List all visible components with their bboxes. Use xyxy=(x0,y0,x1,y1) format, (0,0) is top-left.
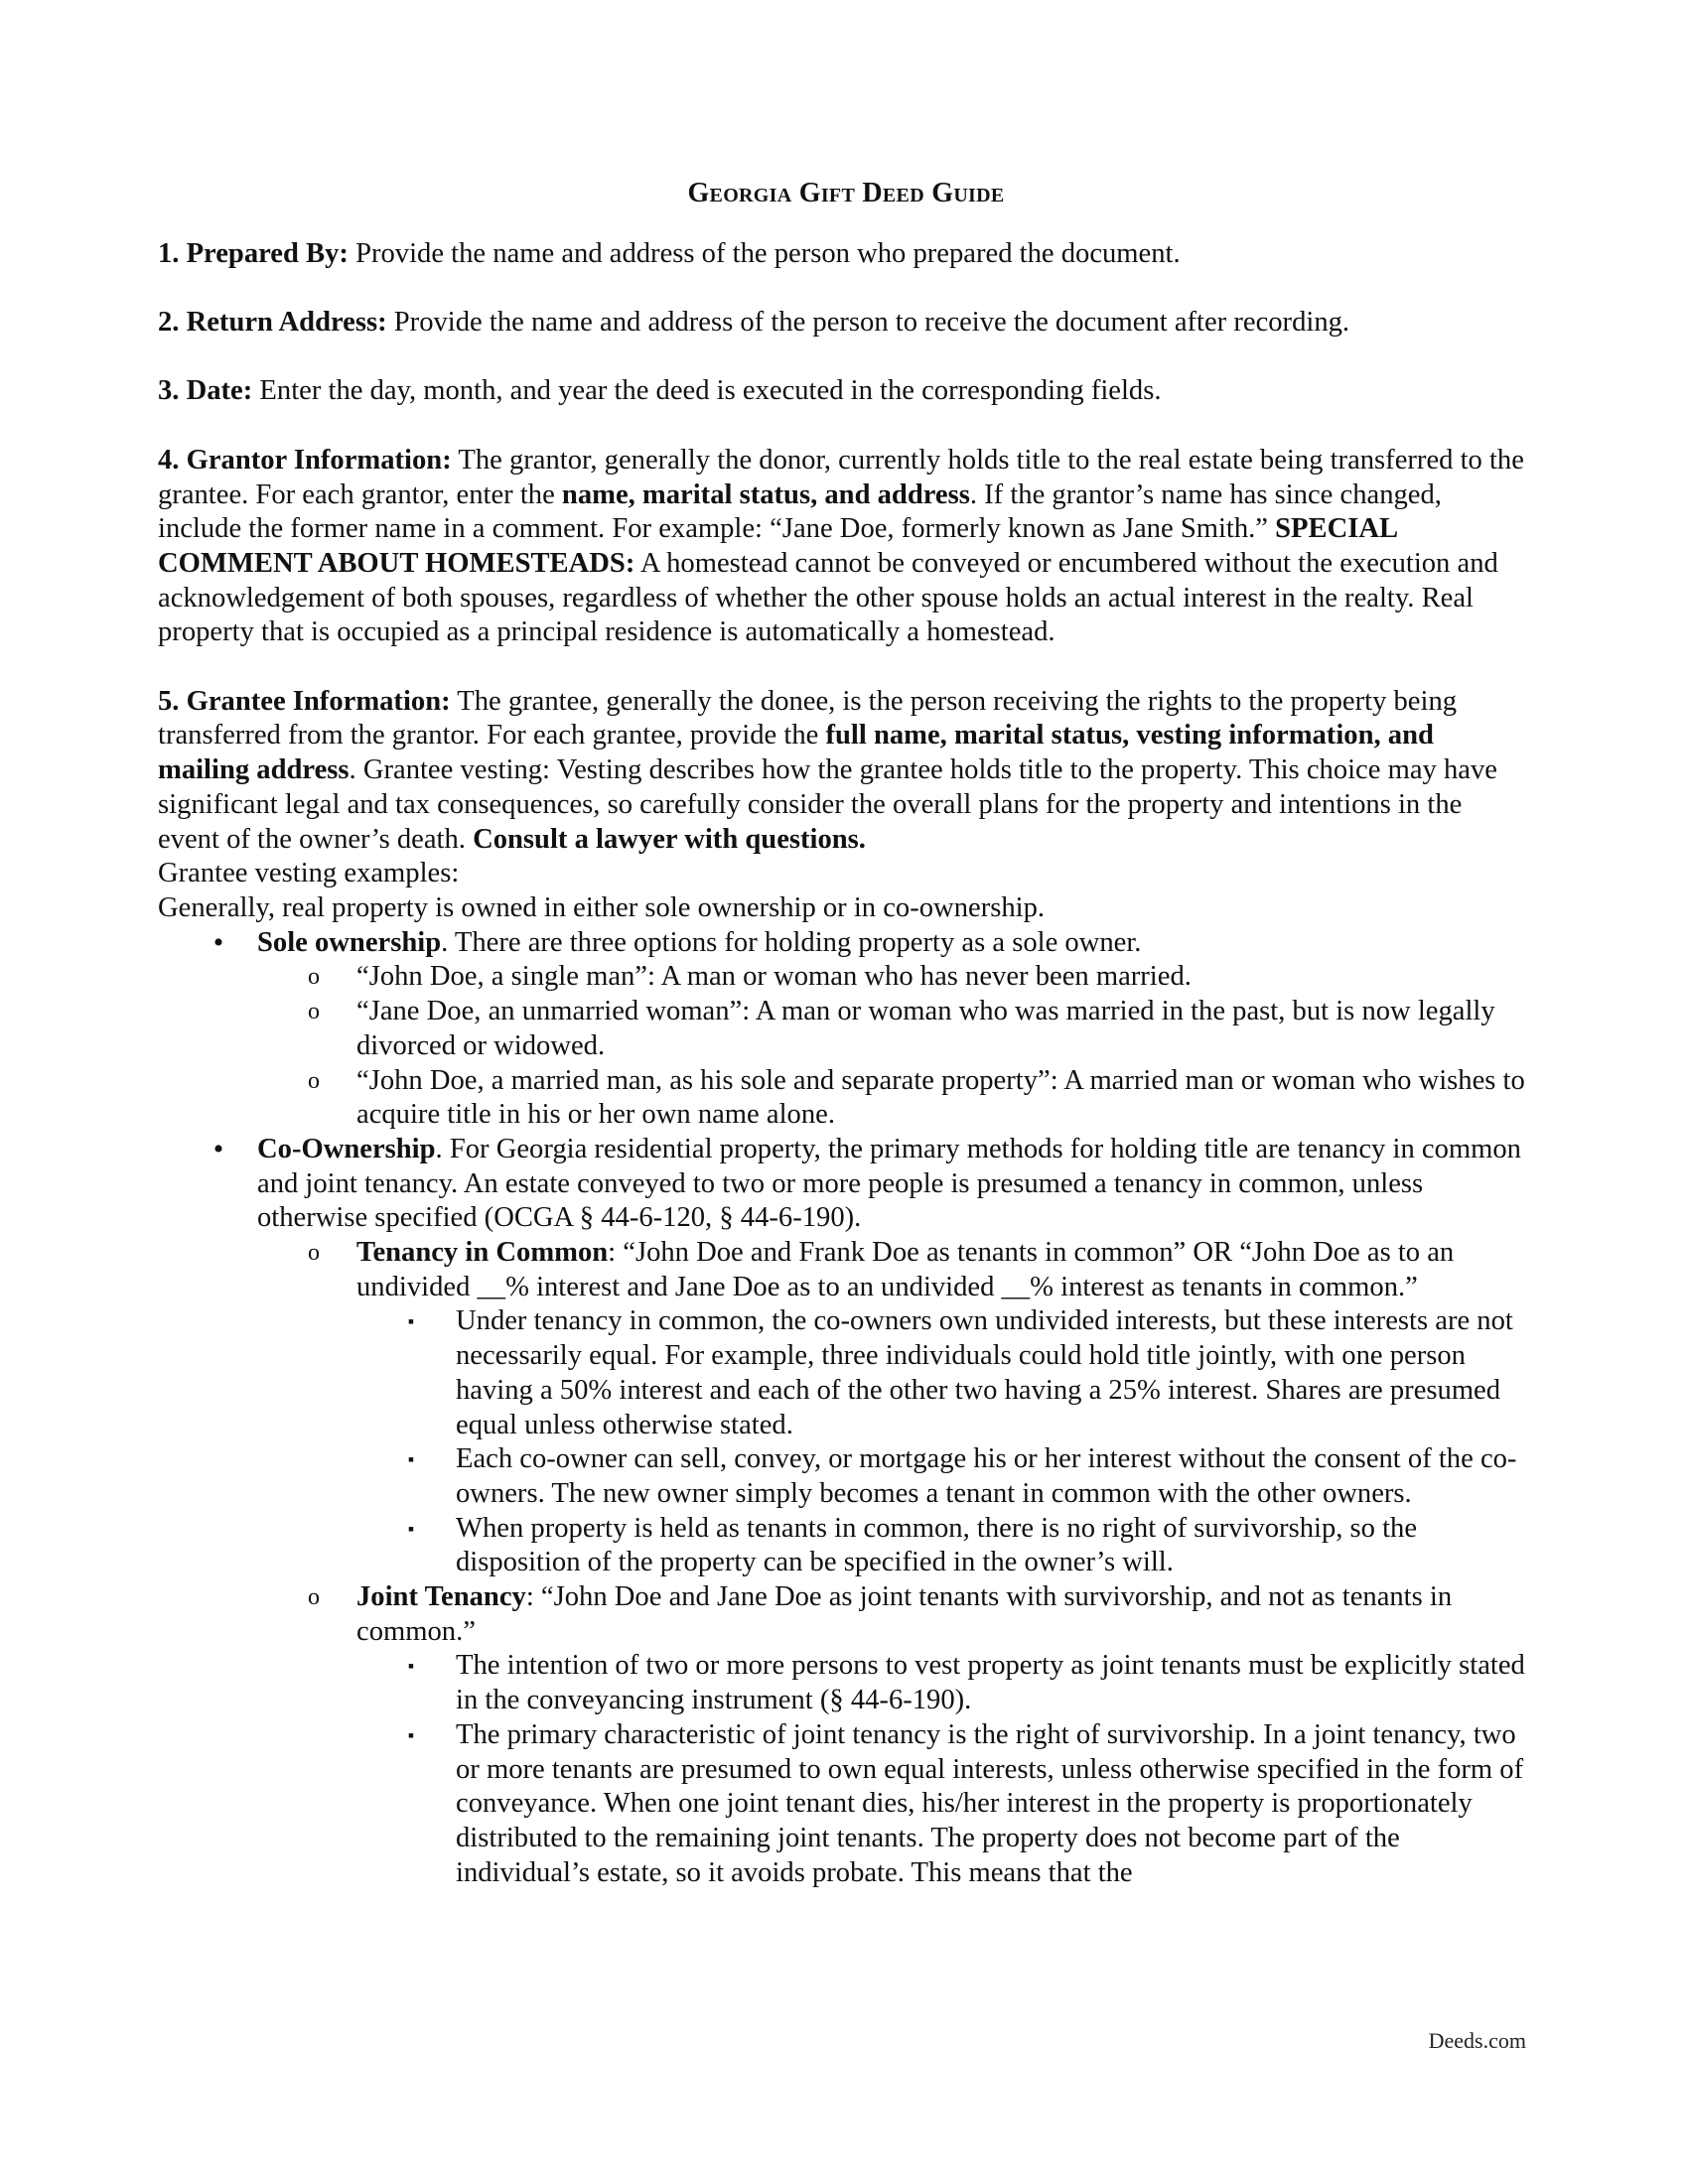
list-item-text: When property is held as tenants in common, there is no right of survivorship, so the disposition of the property can be specified in the owner’s will. xyxy=(456,1512,1418,1578)
circle-marker: o xyxy=(308,1240,320,1267)
bullet-marker: • xyxy=(212,925,224,959)
section-text: A homestead cannot be conveyed or encumbered without the execution and acknowledgement of both spouses, regardless of whether the other spouse holds an actual interest in the realty. Real property that is occupied as a principal residence is automatically a homestead. xyxy=(158,547,1498,648)
list-item-text: The primary characteristic of joint tenancy is the right of survivorship. In a joint tenancy, two or more tenants are presumed to own equal interests, unless otherwise specified in the form of conveyance. When one joint tenant dies, his/her interest in the property is proportionately distributed to the remaining joint tenants. The property does not become part of the individual’s estate, so it avoids probate. This means that the xyxy=(456,1718,1524,1888)
list-item-text: The intention of two or more persons to vest property as joint tenants must be explicitly stated in the conveyancing instrument (§ 44-6-190). xyxy=(456,1650,1525,1716)
circle-marker: o xyxy=(308,1584,320,1611)
list-item-text: “John Doe, a married man, as his sole and separate property”: A married man or woman who wishes to acquire title in his or her own name alone. xyxy=(356,1064,1525,1131)
section-text: . Grantee vesting: Vesting describes how the grantee holds title to the property. This choice may have significant legal and tax consequences, so carefully consider the overall plans for the property and intentions in the event of the owner’s death. xyxy=(158,754,1497,855)
list-item-tenancy-in-common xyxy=(158,1236,1528,1304)
page-title: Georgia Gift Deed Guide xyxy=(687,178,1005,208)
square-marker: ▪ xyxy=(407,1724,415,1745)
section-text: Provide the name and address of the person who prepared the document. xyxy=(348,237,1181,269)
section-label: 1. Prepared By: xyxy=(158,237,349,269)
list-item-text: “John Doe, a single man”: A man or woman who has never been married. xyxy=(356,961,1192,993)
footer-source: Deeds.com xyxy=(1428,2028,1526,2053)
list-item-married-man xyxy=(158,1064,1528,1133)
list-item-text: . For Georgia residential property, the primary methods for holding title are tenancy in common and joint tenancy. An estate conveyed to two or more people is presumed a tenancy in common, unless otherwise specified (OCGA § 44-6-120, § 44-6-190). xyxy=(257,1133,1521,1234)
list-item-text: : “John Doe and Jane Doe as joint tenants with survivorship, and not as tenants in common.” xyxy=(356,1581,1453,1647)
list-item-tic-detail xyxy=(158,1442,1528,1511)
list-item-tic-detail xyxy=(158,1304,1528,1442)
list-item-sole-ownership xyxy=(158,926,1528,961)
list-item-joint-tenancy xyxy=(158,1580,1528,1649)
emphasis-text: name, marital status, and address xyxy=(561,478,970,510)
section-text: The grantor, generally the donor, currently holds title to the real estate being transferred to the grantee. For each grantor, enter the xyxy=(158,444,1524,510)
list-item-text: “Jane Doe, an unmarried woman”: A man or woman who was married in the past, but is now legally divorced or widowed. xyxy=(356,996,1495,1061)
list-item-unmarried-woman xyxy=(158,995,1528,1063)
consult-lawyer-note: Consult a lawyer with questions. xyxy=(473,823,866,855)
list-item-co-ownership xyxy=(158,1133,1528,1236)
section-text: Enter the day, month, and year the deed is executed in the corresponding fields. xyxy=(252,375,1162,407)
homestead-comment-label: SPECIAL COMMENT ABOUT HOMESTEADS: xyxy=(158,513,1397,579)
section-date xyxy=(158,374,1528,409)
circle-marker: o xyxy=(308,964,320,991)
section-text: Provide the name and address of the person to receive the document after recording. xyxy=(386,307,1350,339)
section-return-address xyxy=(158,306,1528,341)
section-prepared-by xyxy=(158,237,1528,272)
list-item-single-man xyxy=(158,960,1528,995)
ownership-intro: Generally, real property is owned in either sole ownership or in co-ownership. xyxy=(158,891,1046,923)
circle-marker: o xyxy=(308,999,320,1025)
section-label: 2. Return Address: xyxy=(158,307,387,339)
section-text: The grantee, generally the donee, is the person receiving the rights to the property being transferred from the grantor. For each grantee, provide the xyxy=(158,685,1458,751)
list-item-tic-detail xyxy=(158,1512,1528,1580)
list-item-label: Co-Ownership xyxy=(257,1133,436,1164)
section-label: 5. Grantee Information: xyxy=(158,685,451,717)
list-item-text: . There are three options for holding property as a sole owner. xyxy=(441,926,1142,958)
square-marker: ▪ xyxy=(407,1449,415,1470)
list-item-text: Under tenancy in common, the co-owners own undivided interests, but these interests are not necessarily equal. For example, three individuals could hold title jointly, with one person having a 50% interest and each of the other two having a 25% interest. Shares are presumed equal unless otherwise stated. xyxy=(456,1305,1513,1440)
square-marker: ▪ xyxy=(407,1311,415,1332)
section-text: . If the grantor’s name has since changed, include the former name in a comment. For example: “Jane Doe, formerly known as Jane Smith.” xyxy=(158,478,1442,545)
section-label: 3. Date: xyxy=(158,375,253,407)
list-item-label: Tenancy in Common xyxy=(356,1237,609,1269)
section-label: 4. Grantor Information: xyxy=(158,444,452,476)
list-item-text: Each co-owner can sell, convey, or mortgage his or her interest without the consent of the co-owners. The new owner simply becomes a tenant in common with the other owners. xyxy=(456,1443,1517,1509)
list-item-text: : “John Doe and Frank Doe as tenants in common” OR “John Doe as to an undivided __% interest and Jane Doe as to an undivided __% interest as tenants in common.” xyxy=(356,1237,1455,1302)
list-item-jt-detail xyxy=(158,1718,1528,1891)
vesting-examples-heading: Grantee vesting examples: xyxy=(158,858,460,889)
list-item-label: Sole ownership xyxy=(257,926,442,958)
emphasis-text: full name, marital status, vesting information, and mailing address xyxy=(158,720,1434,786)
ownership-list xyxy=(158,926,1528,1891)
list-item-jt-detail xyxy=(158,1649,1528,1717)
bullet-marker: • xyxy=(212,1132,224,1165)
section-grantor-information xyxy=(158,444,1528,650)
document-page xyxy=(158,177,1528,1890)
square-marker: ▪ xyxy=(407,1656,415,1677)
square-marker: ▪ xyxy=(407,1518,415,1539)
list-item-label: Joint Tenancy xyxy=(356,1581,526,1613)
section-grantee-information xyxy=(158,685,1528,858)
circle-marker: o xyxy=(308,1067,320,1094)
